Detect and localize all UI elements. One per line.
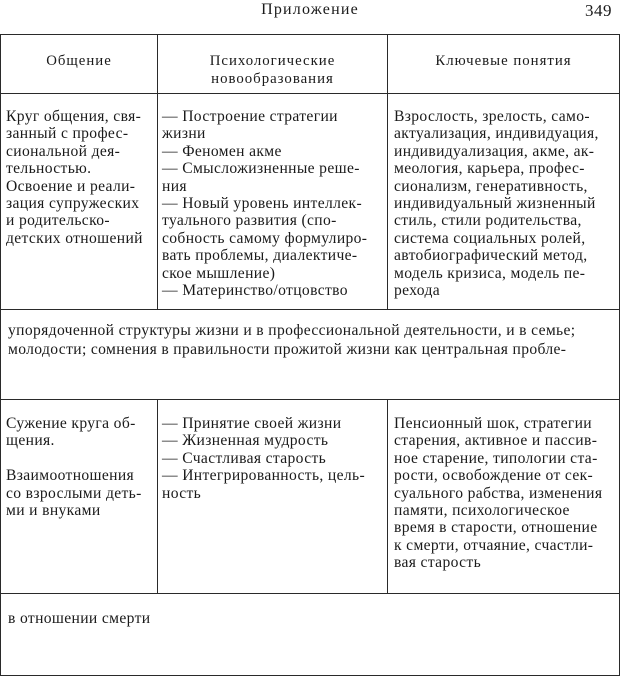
- span1-bottom-border: [0, 399, 620, 400]
- block2-key-concepts: Пенсионный шок, стратегии старения, активное и пассив- ное старение, типологии ста- рости, освобождение от сек- суального рабства, изменения памяти, психологическое время в старости, отношение к смерти, отчаяние, счастли- вая старость: [394, 415, 603, 572]
- header-neoformations: Психологические новообразования: [209, 53, 336, 87]
- span1-line-1: упорядоченной структуры жизни и в профессиональной деятельности, и в семье;: [8, 322, 576, 339]
- header-bottom-border: [0, 93, 620, 94]
- block1-neoformations: — Построение стратегии жизни — Феномен акме — Смысложизненные реше- ния — Новый уровень интеллек- туального развития (спо- собность самому формулиро- вать проблемы, диалектиче- ское мышление) — Материнство/отцовство: [162, 108, 368, 300]
- table-left-border: [0, 34, 1, 676]
- span2-line-1: в отношении смерти: [8, 610, 151, 627]
- running-title: Приложение: [261, 1, 359, 18]
- header-communication: Общение: [46, 53, 112, 69]
- span1-line-2: молодости; сомнения в правильности прожитой жизни как центральная пробле-: [8, 341, 567, 358]
- block2-bottom-border: [0, 593, 620, 594]
- block2-communication: Сужение круга об- щения. Взаимоотношения со взрослыми деть- ми и внуками: [6, 415, 142, 520]
- col-divider-2b: [387, 399, 388, 593]
- col-divider-1b: [157, 399, 158, 593]
- block1-communication: Круг общения, свя- занный с профес- сиональной дея- тельностью. Освоение и реали- зация супружеских и родительско- детских отношений: [6, 108, 143, 247]
- header-key-concepts: Ключевые понятия: [435, 53, 572, 69]
- col-divider-2: [387, 34, 388, 309]
- block1-key-concepts: Взрослость, зрелость, само- актуализация, индивидуация, индивидуализация, акме, ак- меология, карьера, профес- сионализм, генеративность, индивидуальный жизненный стиль, стили родительства, система социальных ролей, автобиографический метод, модель кризиса, модель пе- рехода: [394, 108, 599, 300]
- table-top-border: [0, 34, 620, 35]
- block2-neoformations: — Принятие своей жизни — Жизненная мудрость — Счастливая старость — Интегрированность, цель- ность: [162, 415, 366, 502]
- page-number: 349: [585, 1, 612, 20]
- block1-bottom-border: [0, 309, 620, 310]
